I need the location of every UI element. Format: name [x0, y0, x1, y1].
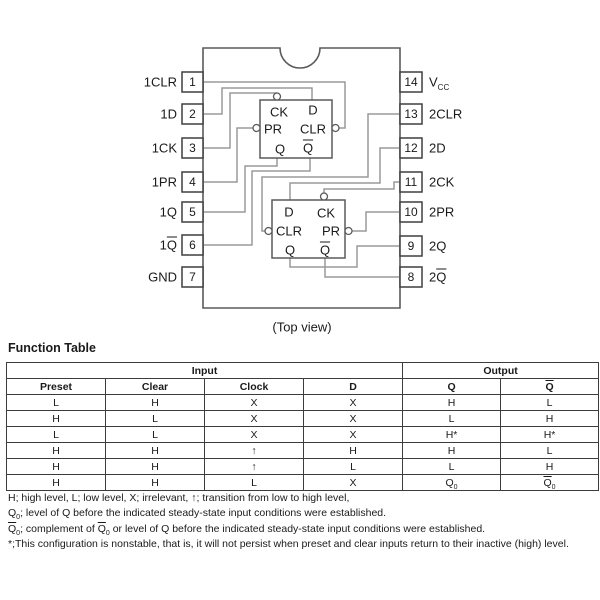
pin-label: $1\overline{Q}$ [159, 237, 177, 253]
ff-label: CLR [299, 121, 327, 137]
pin-number: 1 [189, 75, 196, 89]
ff-label: $\overline{Q}$ [302, 140, 314, 156]
table-cell: H [403, 395, 501, 411]
ff-label: CK [316, 205, 336, 221]
pin-label: 1CLR [143, 74, 177, 90]
table-column-header-row [7, 379, 599, 395]
table-group-header-row [7, 363, 599, 379]
pin-label: 2Q [429, 238, 447, 254]
table-cell: X [205, 395, 304, 411]
pin-label: 1CK [151, 140, 177, 156]
table-cell: H [501, 411, 599, 427]
table-cell: H [106, 443, 205, 459]
column-header: Preset [7, 379, 106, 395]
table-cell: H [7, 459, 106, 475]
table-cell: ↑ [205, 443, 304, 459]
wire-pin-10 [352, 212, 400, 231]
table-cell: H [7, 443, 106, 459]
pin-label: $V_{CC}$ [429, 74, 450, 93]
inversion-bubble [274, 93, 281, 100]
function-table-title: Function Table [8, 341, 96, 355]
inversion-bubble [265, 228, 272, 235]
table-cell: $Q_0$ [403, 475, 501, 491]
pin-label: 2CLR [429, 106, 463, 122]
note-line: H; high level, L; low level, X; irrelevant, ↑; transition from low to high level, [8, 492, 350, 504]
table-cell: H [7, 411, 106, 427]
top-view-label: (Top view) [272, 319, 332, 335]
table-cell: H* [403, 427, 501, 443]
pin-number: 10 [404, 205, 418, 219]
pin-number: 6 [189, 238, 196, 252]
ff-label: Q [274, 141, 286, 157]
inversion-bubble [345, 228, 352, 235]
pin-label: 2D [429, 140, 446, 156]
table-row [7, 427, 599, 443]
column-header: Clear [106, 379, 205, 395]
ff-label: $\overline{Q}$ [319, 242, 331, 258]
column-header: Clock [205, 379, 304, 395]
pin-number: 11 [404, 175, 418, 189]
table-cell: L [403, 411, 501, 427]
column-header: $\overline{Q}$ [501, 379, 599, 395]
function-table [6, 362, 599, 491]
pin-label: 1Q [159, 204, 177, 220]
table-cell: L [205, 475, 304, 491]
inversion-bubble [253, 125, 260, 132]
table-row [7, 443, 599, 459]
table-cell: L [501, 443, 599, 459]
column-header: Q [403, 379, 501, 395]
pin-number: 13 [404, 107, 418, 121]
pin-label: 2CK [429, 174, 455, 190]
table-cell: X [304, 475, 403, 491]
table-row [7, 395, 599, 411]
table-notes [8, 491, 569, 553]
note-line: *;This configuration is nonstable, that is, it will not persist when preset and clear inputs return to their inactive (high) level. [8, 538, 569, 551]
note-line: $\overline{Q}_0$; complement of $\overline{Q}_0$ or level of Q before the indicated steady-state input conditions were established. [8, 522, 486, 537]
ff-label: PR [263, 121, 283, 137]
table-cell: L [106, 411, 205, 427]
table-cell: L [106, 427, 205, 443]
table-cell: L [501, 395, 599, 411]
table-cell: L [304, 459, 403, 475]
ff-label: D [284, 204, 294, 220]
table-row [7, 459, 599, 475]
table-cell: H [403, 443, 501, 459]
ff-label: D [308, 102, 318, 118]
table-cell: H [106, 459, 205, 475]
pin-number: 3 [189, 141, 196, 155]
table-cell: X [205, 427, 304, 443]
ff-label: CK [269, 104, 289, 120]
column-header: D [304, 379, 403, 395]
table-cell: H [304, 443, 403, 459]
table-cell: ↑ [205, 459, 304, 475]
table-cell: X [304, 411, 403, 427]
table-cell: L [7, 395, 106, 411]
pin-label: 2PR [429, 204, 455, 220]
ic-package-outline [203, 48, 400, 308]
ff-label: Q [284, 242, 296, 258]
pin-label: 1PR [151, 174, 177, 190]
table-row [7, 411, 599, 427]
table-cell: H* [501, 427, 599, 443]
inversion-bubble [321, 193, 328, 200]
group-header: Input [7, 363, 403, 379]
pin-number: 7 [189, 270, 196, 284]
pin-number: 8 [407, 270, 415, 284]
table-cell: H [7, 475, 106, 491]
table-cell: H [106, 395, 205, 411]
table-cell: $\overline{Q}_0$ [501, 475, 599, 491]
table-cell: X [304, 395, 403, 411]
wire-pin-5 [203, 158, 277, 212]
table-cell: L [7, 427, 106, 443]
inversion-bubble [332, 125, 339, 132]
pin-label: $2\overline{Q}$ [429, 269, 447, 285]
pin-number: 2 [189, 107, 196, 121]
pin-number: 14 [404, 75, 418, 89]
table-cell: H [501, 459, 599, 475]
pin-number: 12 [404, 141, 418, 155]
pin-label: GND [148, 269, 177, 285]
pin-number: 5 [189, 205, 196, 219]
note-line: $Q_0$; level of Q before the indicated steady-state input conditions were established. [8, 507, 387, 522]
table-cell: X [205, 411, 304, 427]
ff-label: CLR [275, 223, 303, 239]
group-header: Output [403, 363, 599, 379]
table-cell: H [106, 475, 205, 491]
pin-number: 9 [407, 239, 415, 253]
pin-number: 4 [189, 175, 196, 189]
pin-label: 1D [160, 106, 177, 122]
ff-label: PR [321, 223, 341, 239]
table-row [7, 475, 599, 491]
table-cell: L [403, 459, 501, 475]
table-cell: X [304, 427, 403, 443]
